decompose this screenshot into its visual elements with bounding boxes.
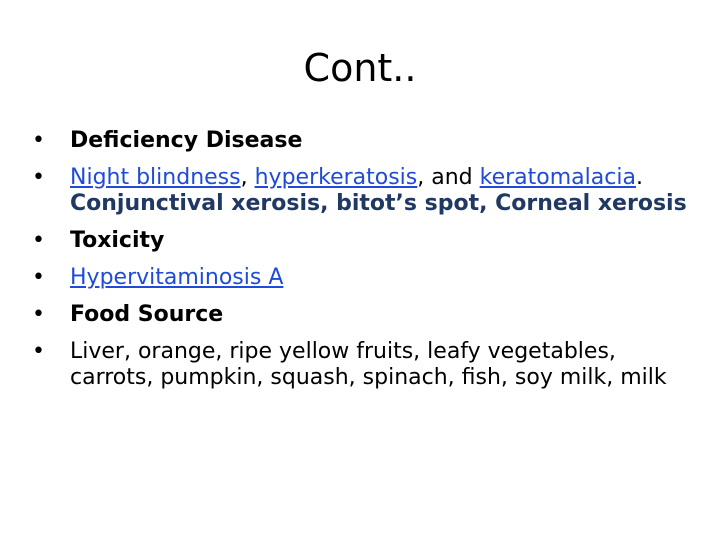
slide-title: Cont.. bbox=[303, 46, 417, 90]
link-keratomalacia[interactable]: keratomalacia bbox=[479, 165, 636, 190]
bullet-list bbox=[30, 128, 690, 402]
list-item-deficiency-symptoms bbox=[30, 165, 690, 217]
bullet-icon: • bbox=[32, 165, 45, 190]
heading-toxicity: Toxicity bbox=[70, 228, 165, 253]
list-item-food-list bbox=[30, 339, 690, 391]
list-item-toxicity bbox=[30, 228, 690, 254]
bullet-icon: • bbox=[32, 128, 45, 153]
bullet-icon: • bbox=[32, 302, 45, 327]
bullet-icon: • bbox=[32, 228, 45, 253]
heading-deficiency-disease: Deficiency Disease bbox=[70, 128, 303, 153]
list-item-deficiency-disease bbox=[30, 128, 690, 154]
food-source-list-text: Liver, orange, ripe yellow fruits, leafy vegetables, carrots, pumpkin, squash, spinach, fish, soy milk, milk bbox=[70, 339, 667, 390]
separator-text: , bbox=[240, 165, 255, 190]
heading-food-source: Food Source bbox=[70, 302, 224, 327]
bullet-icon: • bbox=[32, 339, 45, 364]
emphasis-xerosis-text: Conjunctival xerosis, bitot’s spot, Corneal xerosis bbox=[70, 191, 687, 216]
link-hyperkeratosis[interactable]: hyperkeratosis bbox=[254, 165, 418, 190]
bullet-icon: • bbox=[32, 265, 45, 290]
separator-text: . bbox=[635, 165, 643, 190]
separator-text: , and bbox=[417, 165, 480, 190]
list-item-food-source bbox=[30, 302, 690, 328]
link-hypervitaminosis-a[interactable]: Hypervitaminosis A bbox=[70, 265, 284, 290]
list-item-hypervitaminosis bbox=[30, 265, 690, 291]
link-night-blindness[interactable]: Night blindness bbox=[70, 165, 241, 190]
